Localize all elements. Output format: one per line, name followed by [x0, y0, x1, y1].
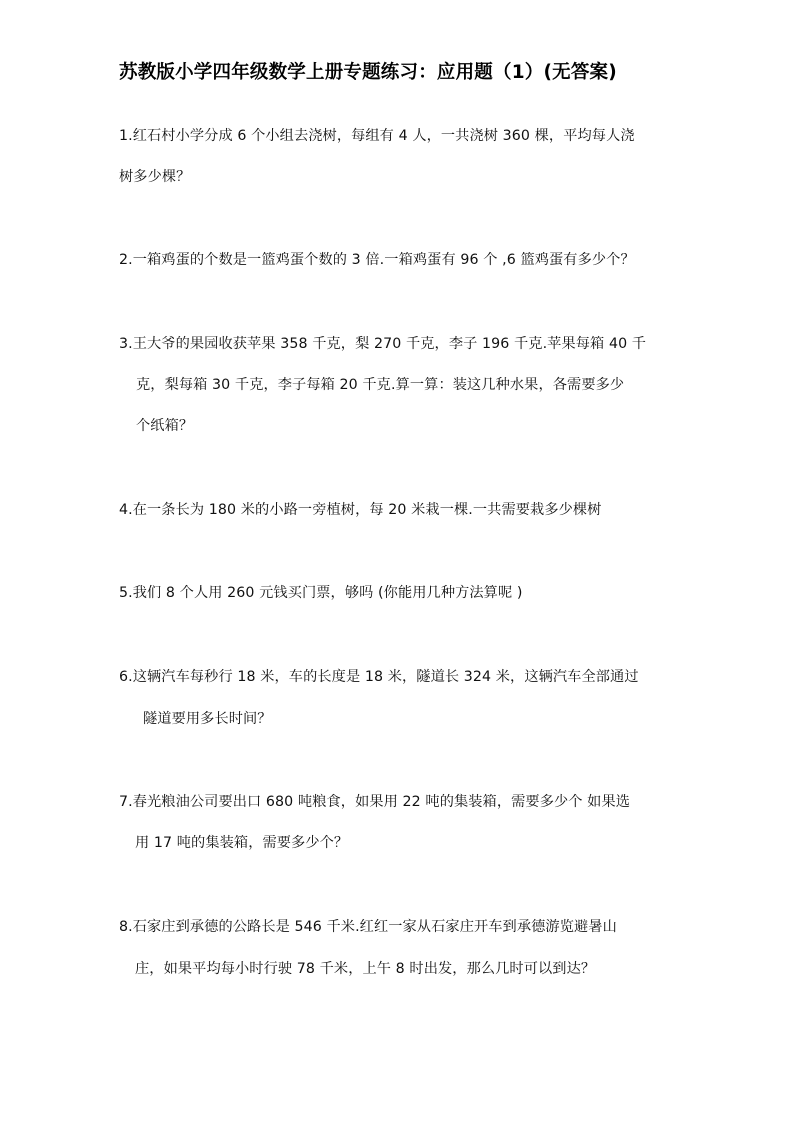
question-line: 树多少棵？: [119, 169, 191, 185]
question-line: 隧道要用多长时间？: [143, 711, 272, 727]
question-line: 庄，如果平均每小时行驶 78 千米，上午 8 时出发，那么几时可以到达？: [135, 961, 596, 977]
question-line: 6.这辆汽车每秒行 18 米，车的长度是 18 米，隧道长 324 米，这辆汽车全部通过: [119, 669, 639, 685]
question-line: 个纸箱？: [136, 418, 194, 434]
question-line: 5.我们 8 个人用 260 元钱买门票，够吗 (你能用几种方法算呢 ): [119, 585, 523, 601]
page-title: 苏教版小学四年级数学上册专题练习：应用题（1）(无答案): [119, 62, 617, 83]
question-line: 2.一箱鸡蛋的个数是一篮鸡蛋个数的 3 倍.一箱鸡蛋有 96 个 ,6 篮鸡蛋有多少个？: [119, 252, 635, 268]
question-line: 克，梨每箱 30 千克，李子每箱 20 千克.算一算：装这几种水果，各需要多少: [136, 377, 625, 393]
question-line: 用 17 吨的集装箱，需要多少个？: [135, 835, 349, 851]
question-line: 1.红石村小学分成 6 个小组去浇树，每组有 4 人，一共浇树 360 棵，平均每人浇: [119, 128, 635, 144]
question-line: 7.春光粮油公司要出口 680 吨粮食，如果用 22 吨的集装箱，需要多少个 如果选: [119, 794, 631, 810]
question-line: 8.石家庄到承德的公路长是 546 千米.红红一家从石家庄开车到承德游览避暑山: [119, 919, 617, 935]
question-line: 3.王大爷的果园收获苹果 358 千克，梨 270 千克，李子 196 千克.苹果每箱 40 千: [119, 336, 647, 352]
question-line: 4.在一条长为 180 米的小路一旁植树，每 20 米栽一棵.一共需要栽多少棵树: [119, 502, 602, 518]
